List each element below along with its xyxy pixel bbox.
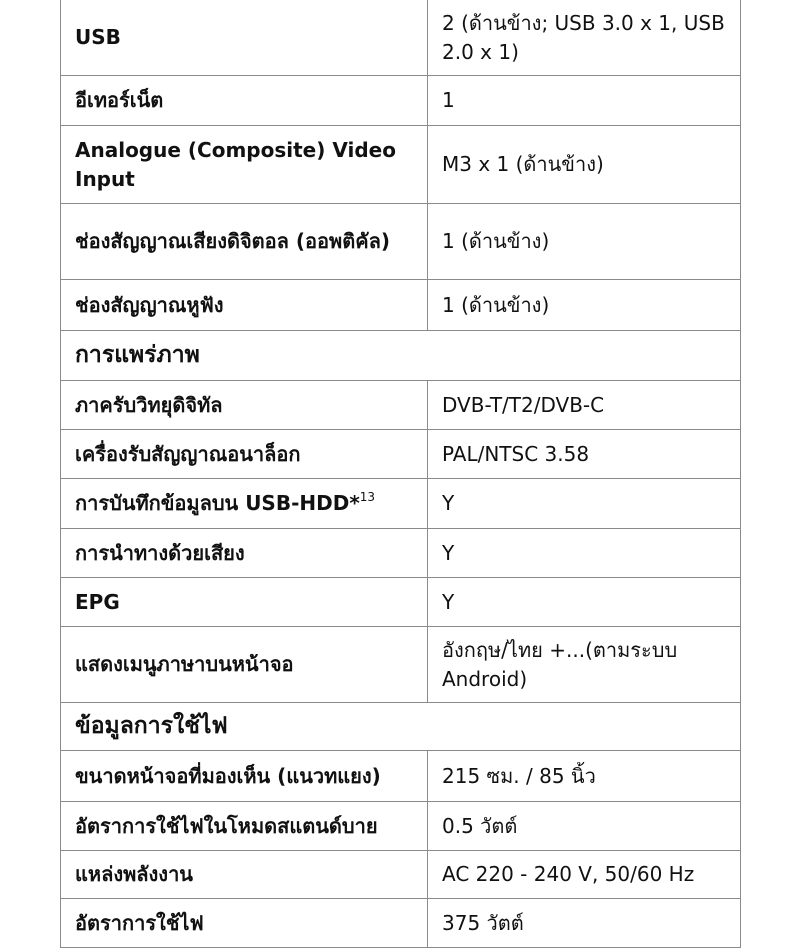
spec-value: 215 ซม. / 85 นิ้ว	[428, 751, 741, 802]
spec-row-osd-language	[61, 627, 741, 703]
spec-row-voice-navigation	[61, 529, 741, 578]
spec-row-analog-receiver	[61, 430, 741, 479]
spec-row-screen-size	[61, 751, 741, 802]
spec-label: อัตราการใช้ไฟ	[61, 899, 428, 948]
spec-label: ช่องสัญญาณหูฟัง	[61, 280, 428, 331]
spec-label: USB	[61, 0, 428, 76]
spec-value: Y	[428, 578, 741, 627]
spec-row-composite-input	[61, 126, 741, 204]
spec-label-text: การบันทึกข้อมูลบน USB-HDD*	[75, 491, 360, 515]
spec-value: 1 (ด้านข้าง)	[428, 280, 741, 331]
spec-value: M3 x 1 (ด้านข้าง)	[428, 126, 741, 204]
footnote-marker: 13	[359, 490, 376, 504]
section-title: ข้อมูลการใช้ไฟ	[61, 703, 741, 751]
spec-value: 1	[428, 76, 741, 126]
spec-row-digital-tuner	[61, 381, 741, 430]
spec-label: อัตราการใช้ไฟในโหมดสแตนด์บาย	[61, 802, 428, 851]
spec-value: อังกฤษ/ไทย +...(ตามระบบ Android)	[428, 627, 741, 703]
spec-label: การนำทางด้วยเสียง	[61, 529, 428, 578]
spec-label: Analogue (Composite) Video Input	[61, 126, 428, 204]
spec-value: DVB-T/T2/DVB-C	[428, 381, 741, 430]
spec-row-standby-power	[61, 802, 741, 851]
spec-value: 1 (ด้านข้าง)	[428, 204, 741, 280]
spec-label: ภาครับวิทยุดิจิทัล	[61, 381, 428, 430]
section-title: การแพร่ภาพ	[61, 331, 741, 381]
spec-value: PAL/NTSC 3.58	[428, 430, 741, 479]
spec-row-ethernet	[61, 76, 741, 126]
spec-label	[61, 479, 428, 529]
spec-label: ขนาดหน้าจอที่มองเห็น (แนวทแยง)	[61, 751, 428, 802]
spec-label: เครื่องรับสัญญาณอนาล็อก	[61, 430, 428, 479]
spec-value: 0.5 วัตต์	[428, 802, 741, 851]
spec-row-headphone	[61, 280, 741, 331]
spec-value: 2 (ด้านข้าง; USB 3.0 x 1, USB 2.0 x 1)	[428, 0, 741, 76]
spec-value: 375 วัตต์	[428, 899, 741, 948]
spec-label: แสดงเมนูภาษาบนหน้าจอ	[61, 627, 428, 703]
spec-row-power-consumption	[61, 899, 741, 948]
spec-label: แหล่งพลังงาน	[61, 851, 428, 899]
section-header-broadcast	[61, 331, 741, 381]
spec-row-power-source	[61, 851, 741, 899]
spec-value: AC 220 - 240 V, 50/60 Hz	[428, 851, 741, 899]
spec-table	[60, 0, 741, 948]
spec-value: Y	[428, 529, 741, 578]
spec-label: ช่องสัญญาณเสียงดิจิตอล (ออพติคัล)	[61, 204, 428, 280]
spec-value: Y	[428, 479, 741, 529]
spec-row-digital-audio	[61, 204, 741, 280]
spec-row-usb	[61, 0, 741, 76]
spec-row-usb-hdd-recording	[61, 479, 741, 529]
spec-label: อีเทอร์เน็ต	[61, 76, 428, 126]
spec-row-epg	[61, 578, 741, 627]
section-header-power	[61, 703, 741, 751]
spec-label: EPG	[61, 578, 428, 627]
